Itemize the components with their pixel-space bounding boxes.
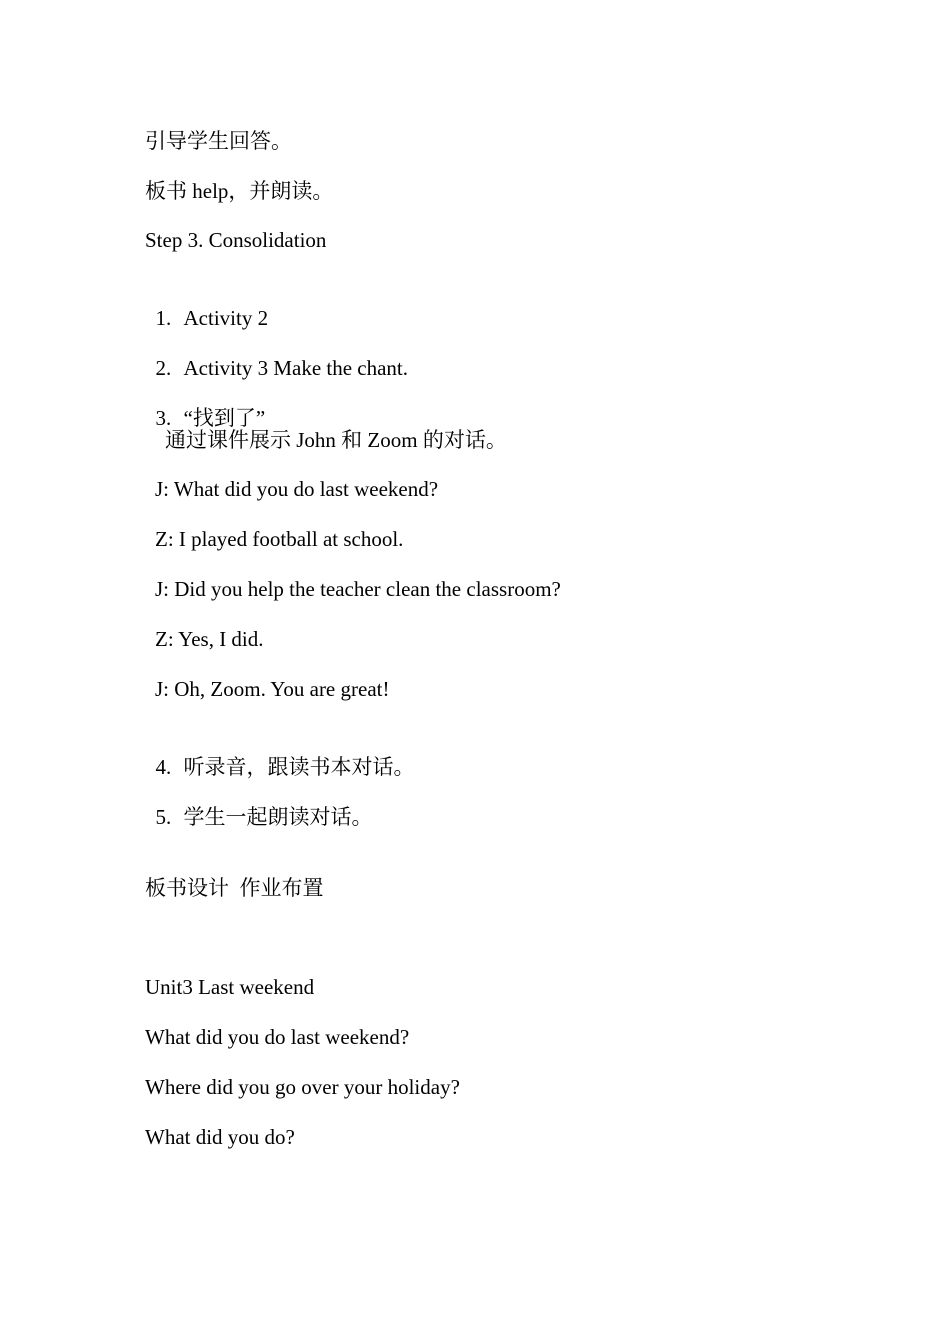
guide-text: 引导学生回答。 (145, 129, 292, 153)
dialogue-line: J: Oh, Zoom. You are great! (155, 677, 390, 701)
dialogue-line: Z: Yes, I did. (155, 627, 264, 651)
list-item-text: Activity 3 Make the chant. (183, 356, 409, 380)
section-heading: 板书设计 作业布置 (145, 876, 324, 900)
list-item-text: 学生一起朗读对话。 (183, 805, 373, 829)
board-design-line: Where did you go over your holiday? (145, 1075, 460, 1099)
list-item-number: 4. (155, 755, 172, 779)
dialogue-line: Z: I played football at school. (155, 527, 404, 551)
board-design-line: What did you do last weekend? (145, 1025, 410, 1049)
list-item-4 (145, 725, 415, 781)
board-design-title: Unit3 Last weekend (145, 975, 315, 999)
list-item-text: Activity 2 (183, 306, 269, 330)
list-item-number: 5. (155, 805, 172, 829)
step3-heading: Step 3. Consolidation (145, 228, 327, 252)
dialogue-line: J: What did you do last weekend? (155, 477, 439, 501)
list-item-number: 1. (155, 306, 172, 330)
list-item-3 (145, 376, 265, 432)
list-item-1 (145, 276, 268, 332)
board-help-text: 板书 help，并朗读。 (145, 179, 334, 203)
board-design-line: What did you do? (145, 1125, 295, 1149)
list-item-2 (145, 326, 408, 382)
item3-description: 通过课件展示 John 和 Zoom 的对话。 (165, 428, 507, 452)
list-item-5 (145, 775, 373, 831)
list-item-number: 2. (155, 356, 172, 380)
list-item-number: 3. (155, 406, 172, 430)
dialogue-line: J: Did you help the teacher clean the classroom? (155, 577, 561, 601)
list-item-text: “找到了” (183, 406, 266, 430)
list-item-text: 听录音，跟读书本对话。 (183, 755, 415, 779)
